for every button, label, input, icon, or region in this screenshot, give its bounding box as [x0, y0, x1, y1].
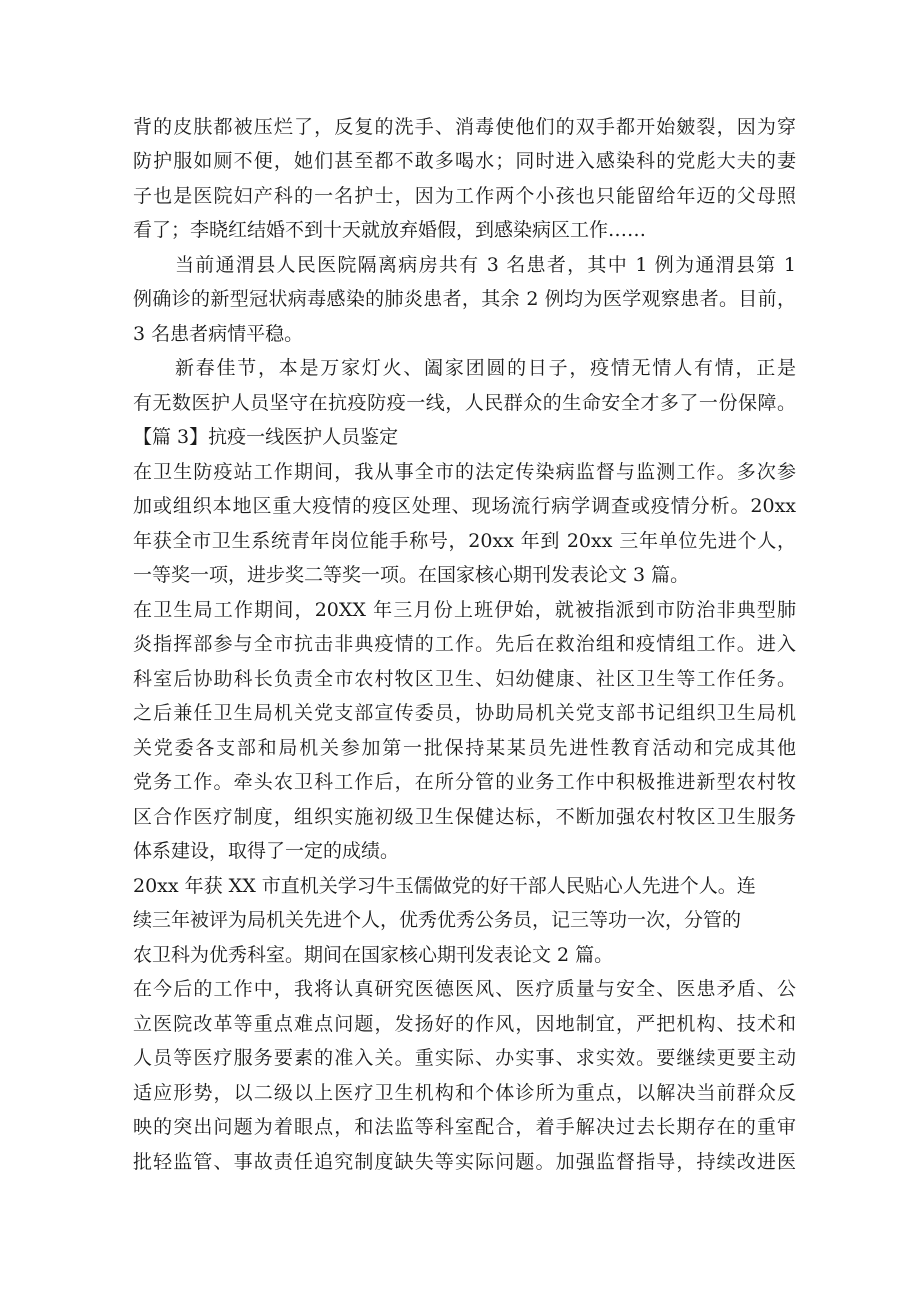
body-text-line: 映的突出问题为着眼点，和法监等科室配合，着手解决过去长期存在的重审	[133, 1116, 796, 1138]
body-text-line: 有无数医护人员坚守在抗疫防疫一线，人民群众的生命安全才多了一份保障。	[133, 392, 796, 414]
body-text-line: 背的皮肤都被压烂了，反复的洗手、消毒使他们的双手都开始皴裂，因为穿	[133, 116, 796, 138]
body-text-line: 年获全市卫生系统青年岗位能手称号，20xx 年到 20xx 三年单位先进个人，	[133, 530, 796, 552]
section-heading: 【篇 3】抗疫一线医护人员鉴定	[133, 426, 399, 448]
body-text-line: 一等奖一项，进步奖二等奖一项。在国家核心期刊发表论文 3 篇。	[133, 564, 690, 586]
body-text-line: 续三年被评为局机关先进个人，优秀优秀公务员，记三等功一次，分管的	[133, 909, 742, 931]
body-text-line: 加或组织本地区重大疫情的疫区处理、现场流行病学调查或疫情分析。20xx	[133, 495, 796, 517]
body-text-line: 在今后的工作中，我将认真研究医德医风、医疗质量与安全、医患矛盾、公	[133, 978, 796, 1000]
body-text-line: 农卫科为优秀科室。期间在国家核心期刊发表论文 2 篇。	[133, 944, 614, 966]
body-text-line: 科室后协助科长负责全市农村牧区卫生、妇幼健康、社区卫生等工作任务。	[133, 668, 796, 690]
body-text-line: 批轻监管、事故责任追究制度缺失等实际问题。加强监督指导，持续改进医	[133, 1151, 796, 1173]
body-text-line: 20xx 年获 XX 市直机关学习牛玉儒做党的好干部人民贴心人先进个人。连	[133, 875, 756, 897]
body-text-line: 之后兼任卫生局机关党支部宣传委员，协助局机关党支部书记组织卫生局机	[133, 702, 796, 724]
body-text-line: 关党委各支部和局机关参加第一批保持某某员先进性教育活动和完成其他	[133, 737, 796, 759]
body-text-line: 党务工作。牵头农卫科工作后，在所分管的业务工作中积极推进新型农村牧	[133, 771, 796, 793]
body-text-line: 子也是医院妇产科的一名护士，因为工作两个小孩也只能留给年迈的父母照	[133, 185, 796, 207]
body-text-line: 区合作医疗制度，组织实施初级卫生保健达标，不断加强农村牧区卫生服务	[133, 806, 796, 828]
body-text-line: 适应形势，以二级以上医疗卫生机构和个体诊所为重点，以解决当前群众反	[133, 1082, 796, 1104]
body-text-line: 在卫生局工作期间，20XX 年三月份上班伊始，就被指派到市防治非典型肺	[133, 599, 796, 621]
body-text-line: 防护服如厕不便，她们甚至都不敢多喝水；同时进入感染科的党彪大夫的妻	[133, 150, 796, 172]
paragraph-first-line: 当前通渭县人民医院隔离病房共有 3 名患者，其中 1 例为通渭县第 1	[175, 254, 796, 276]
body-text-line: 立医院改革等重点难点问题，发扬好的作风，因地制宜，严把机构、技术和	[133, 1013, 796, 1035]
body-text-line: 人员等医疗服务要素的准入关。重实际、办实事、求实效。要继续更要主动	[133, 1047, 796, 1069]
body-text-line: 炎指挥部参与全市抗击非典疫情的工作。先后在救治组和疫情组工作。进入	[133, 633, 796, 655]
paragraph-first-line: 新春佳节，本是万家灯火、阖家团圆的日子，疫情无情人有情，正是	[175, 357, 796, 379]
body-text-line: 看了；李晓红结婚不到十天就放弃婚假，到感染病区工作……	[133, 219, 647, 241]
body-text-line: 体系建设，取得了一定的成绩。	[133, 840, 400, 862]
body-text-line: 3 名患者病情平稳。	[133, 323, 304, 345]
body-text-line: 例确诊的新型冠状病毒感染的肺炎患者，其余 2 例均为医学观察患者。目前，	[133, 288, 796, 310]
body-text-line: 在卫生防疫站工作期间，我从事全市的法定传染病监督与监测工作。多次参	[133, 461, 796, 483]
